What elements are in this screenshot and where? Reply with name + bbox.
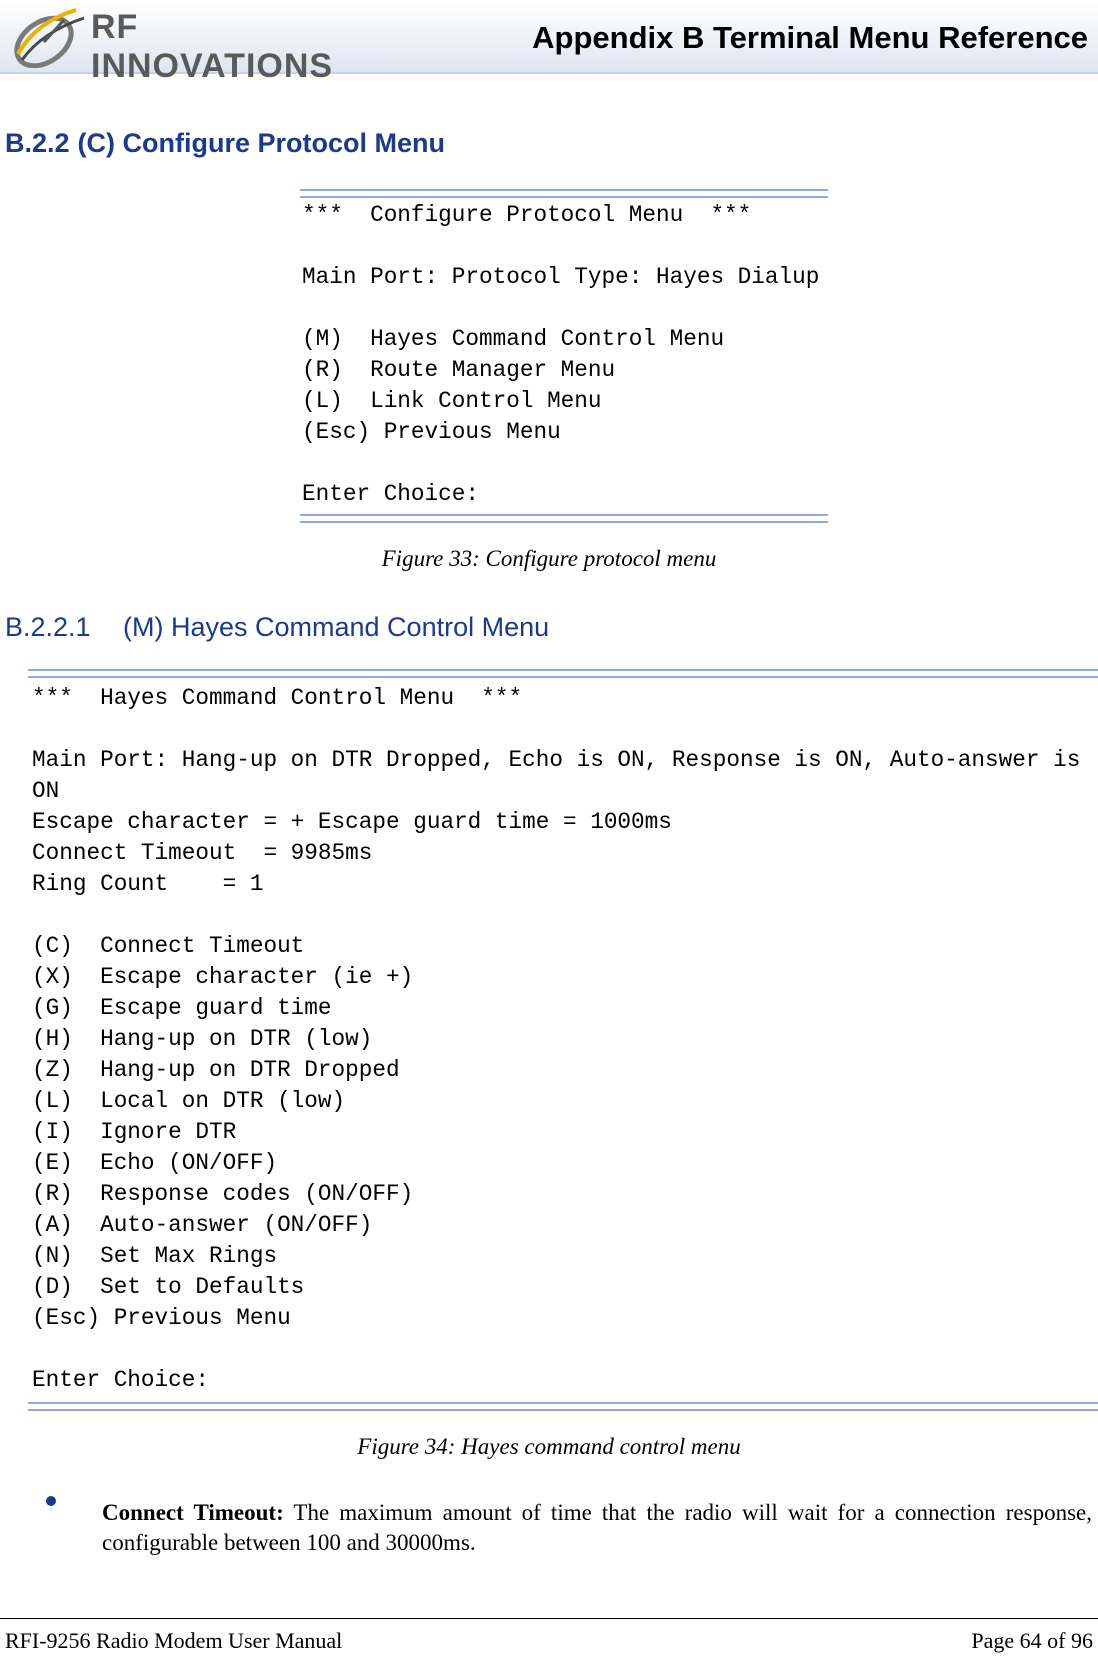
terminal-line: (R) Route Manager Menu	[302, 357, 616, 383]
company-logo	[6, 2, 366, 85]
terminal-line: (Z) Hang-up on DTR Dropped	[32, 1057, 400, 1083]
terminal-line: ON	[32, 778, 60, 804]
subsection-number: B.2.2.1	[5, 612, 91, 642]
bullet-icon	[46, 1496, 56, 1506]
terminal-line: *** Configure Protocol Menu ***	[302, 202, 752, 228]
figure34-bottom-rule	[28, 1402, 1098, 1411]
figure34-top-rule	[28, 669, 1098, 678]
section-number: B.2.2	[5, 128, 70, 158]
terminal-line: Main Port: Protocol Type: Hayes Dialup	[302, 264, 820, 290]
terminal-line: (L) Link Control Menu	[302, 388, 602, 414]
terminal-line: (Esc) Previous Menu	[32, 1305, 291, 1331]
terminal-line: Connect Timeout = 9985ms	[32, 840, 373, 866]
terminal-line: (X) Escape character (ie +)	[32, 964, 414, 990]
terminal-line: *** Hayes Command Control Menu ***	[32, 685, 523, 711]
figure33-bottom-rule	[300, 514, 828, 523]
figure33-top-rule	[300, 189, 828, 198]
figure33-caption: Figure 33: Configure protocol menu	[381, 546, 717, 571]
terminal-line: Ring Count = 1	[32, 871, 264, 897]
terminal-line: (R) Response codes (ON/OFF)	[32, 1181, 414, 1207]
footer-rule	[0, 1618, 1098, 1619]
footer-document-title: RFI-9256 Radio Modem User Manual	[5, 1628, 343, 1653]
subsection-heading	[5, 612, 549, 643]
figure34-terminal	[32, 683, 1080, 1396]
terminal-line: (D) Set to Defaults	[32, 1274, 305, 1300]
bullet-description: The maximum amount of time that the radio will wait for a connection response, configurable between 100 and 30000ms.	[102, 1500, 1092, 1555]
terminal-line: (Esc) Previous Menu	[302, 419, 561, 445]
bullet-paragraph	[102, 1498, 1092, 1558]
section-heading	[5, 128, 445, 159]
terminal-line: (H) Hang-up on DTR (low)	[32, 1026, 373, 1052]
terminal-line: Enter Choice:	[302, 481, 479, 507]
terminal-line: (M) Hayes Command Control Menu	[302, 326, 725, 352]
terminal-line: Enter Choice:	[32, 1367, 209, 1393]
terminal-line: (G) Escape guard time	[32, 995, 332, 1021]
terminal-line: (E) Echo (ON/OFF)	[32, 1150, 278, 1176]
terminal-line: Main Port: Hang-up on DTR Dropped, Echo is ON, Response is ON, Auto-answer is	[32, 747, 1081, 773]
terminal-line: Escape character = + Escape guard time = 1000ms	[32, 809, 672, 835]
satellite-dish-icon	[6, 2, 96, 68]
section-title: (C) Configure Protocol Menu	[77, 128, 446, 158]
logo-wordmark: RF INNOVATIONS	[91, 8, 334, 85]
terminal-line: (I) Ignore DTR	[32, 1119, 237, 1145]
subsection-title: (M) Hayes Command Control Menu	[123, 612, 550, 642]
bullet-term: Connect Timeout:	[102, 1500, 284, 1525]
figure34-caption: Figure 34: Hayes command control menu	[357, 1434, 741, 1459]
terminal-line: (N) Set Max Rings	[32, 1243, 278, 1269]
figure33-terminal	[302, 200, 819, 510]
page-header	[0, 0, 1098, 85]
terminal-line: (L) Local on DTR (low)	[32, 1088, 346, 1114]
terminal-line: (C) Connect Timeout	[32, 933, 305, 959]
header-title: Appendix B Terminal Menu Reference	[532, 20, 1088, 55]
terminal-line: (A) Auto-answer (ON/OFF)	[32, 1212, 373, 1238]
footer-page-number: Page 64 of 96	[971, 1628, 1093, 1653]
